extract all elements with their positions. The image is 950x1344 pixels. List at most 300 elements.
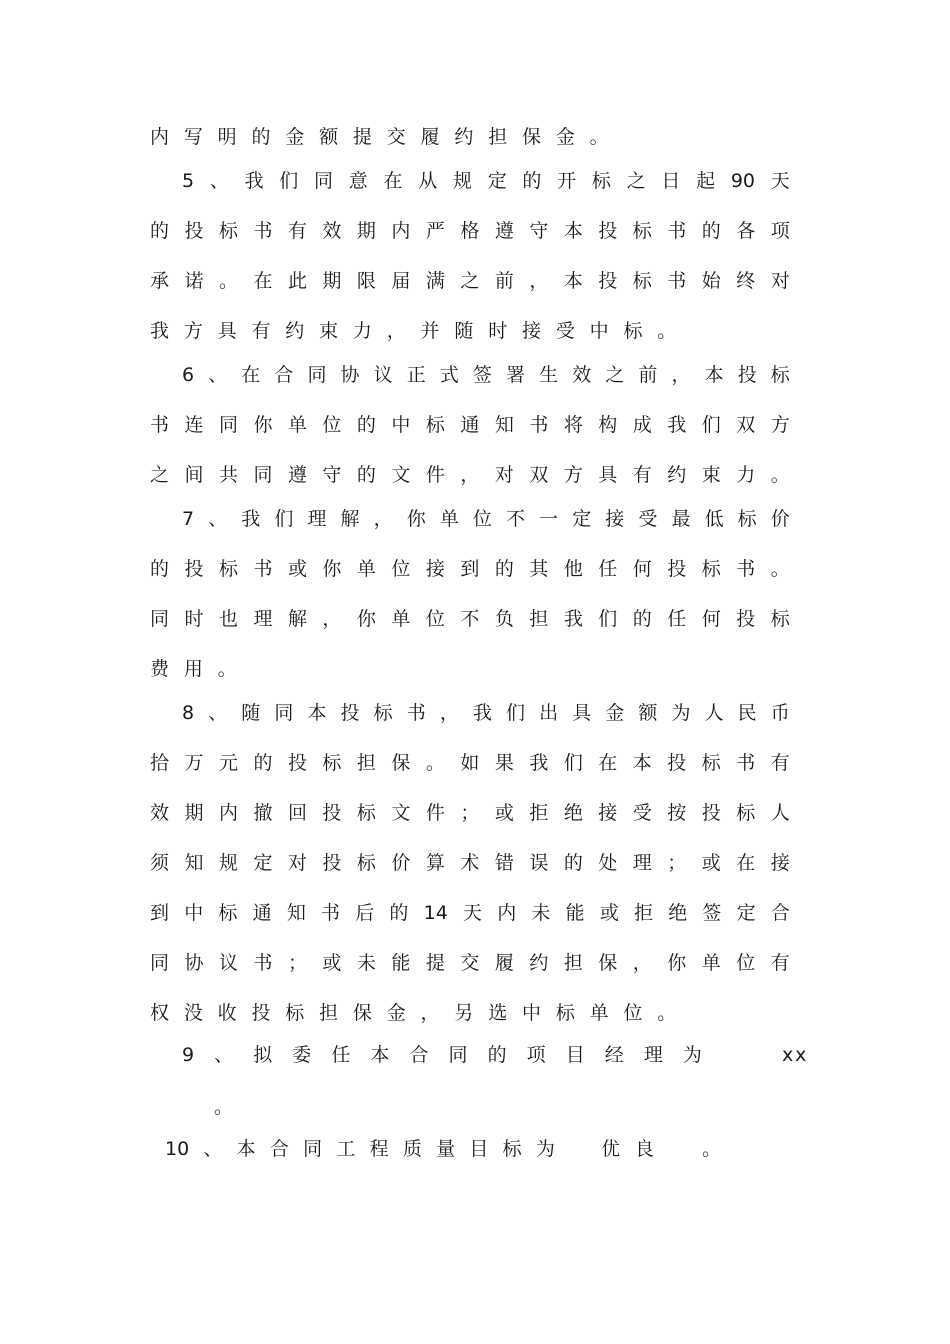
glyph: 解 xyxy=(340,508,360,530)
text-line xyxy=(182,166,790,196)
glyph: 在 xyxy=(736,852,756,874)
glyph: 期 xyxy=(184,802,204,824)
glyph: 的 xyxy=(487,1044,507,1066)
glyph: ； xyxy=(667,852,687,874)
glyph: 能 xyxy=(391,952,411,974)
glyph: 理 xyxy=(643,1044,663,1066)
glyph: 知 xyxy=(184,852,204,874)
glyph: 投 xyxy=(701,802,721,824)
glyph: 误 xyxy=(529,852,549,874)
glyph: 之 xyxy=(626,170,646,192)
glyph: 单 xyxy=(287,414,307,436)
glyph: 有 xyxy=(632,464,652,486)
glyph: 为 xyxy=(535,1138,555,1160)
glyph: 的 xyxy=(150,558,170,580)
glyph: 程 xyxy=(369,1138,389,1160)
glyph: 10 xyxy=(165,1138,190,1160)
item10-text xyxy=(165,1134,555,1164)
glyph: 投 xyxy=(184,220,204,242)
glyph: 项 xyxy=(770,220,790,242)
glyph: 拾 xyxy=(150,752,170,774)
glyph: 位 xyxy=(322,414,342,436)
glyph: 标 xyxy=(701,752,721,774)
glyph: 前 xyxy=(494,270,514,292)
glyph: 标 xyxy=(218,220,238,242)
glyph: 日 xyxy=(661,170,681,192)
glyph: 的 xyxy=(253,752,273,774)
glyph: 对 xyxy=(770,270,790,292)
glyph: 接 xyxy=(425,558,445,580)
glyph: 终 xyxy=(736,270,756,292)
glyph: 们 xyxy=(701,414,721,436)
glyph: 能 xyxy=(565,902,585,924)
glyph: 。 xyxy=(770,464,790,486)
glyph: 内 xyxy=(497,902,517,924)
glyph: 接 xyxy=(598,802,618,824)
glyph: ， xyxy=(529,270,549,292)
glyph: 你 xyxy=(667,952,687,974)
glyph: 的 xyxy=(522,170,542,192)
glyph: 接 xyxy=(605,508,625,530)
glyph: 之 xyxy=(605,364,625,386)
glyph: 理 xyxy=(253,608,273,630)
item9-line xyxy=(182,1040,702,1070)
text-line xyxy=(150,748,790,778)
text-line: 权没收投标担保金，另选中标单位。 xyxy=(150,1002,692,1024)
glyph: 规 xyxy=(452,170,472,192)
glyph: 其 xyxy=(529,558,549,580)
glyph: ， xyxy=(373,508,393,530)
glyph: 通 xyxy=(252,902,272,924)
glyph: 、 xyxy=(214,1044,234,1066)
line-justify xyxy=(150,848,790,878)
text-line xyxy=(150,410,790,440)
text-line xyxy=(150,554,790,584)
glyph: 标 xyxy=(502,1138,522,1160)
glyph: 不 xyxy=(460,608,480,630)
glyph: 标 xyxy=(770,608,790,630)
glyph: 投 xyxy=(598,270,618,292)
glyph: 在 xyxy=(253,270,273,292)
glyph: 协 xyxy=(340,364,360,386)
line-justify xyxy=(150,948,790,978)
glyph: ， xyxy=(671,364,691,386)
glyph: 书 xyxy=(736,752,756,774)
glyph: 约 xyxy=(667,464,687,486)
glyph: 投 xyxy=(598,220,618,242)
glyph: 也 xyxy=(218,608,238,630)
line-justify xyxy=(182,504,790,534)
glyph: 拟 xyxy=(253,1044,273,1066)
glyph: 工 xyxy=(336,1138,356,1160)
glyph: 式 xyxy=(439,364,459,386)
glyph: 错 xyxy=(494,852,514,874)
item9-end: 。 xyxy=(214,1096,248,1118)
glyph: 单 xyxy=(701,952,721,974)
glyph: 同 xyxy=(218,414,238,436)
item9-value: xx xyxy=(782,1044,809,1066)
glyph: 双 xyxy=(529,464,549,486)
glyph: 拒 xyxy=(529,802,549,824)
glyph: 承 xyxy=(150,270,170,292)
glyph: 本 xyxy=(704,364,724,386)
glyph: 约 xyxy=(529,952,549,974)
glyph: 本 xyxy=(236,1138,256,1160)
glyph: 件 xyxy=(425,464,445,486)
glyph: 位 xyxy=(391,558,411,580)
glyph: 、 xyxy=(208,364,228,386)
glyph: 低 xyxy=(704,508,724,530)
glyph: 在 xyxy=(241,364,261,386)
glyph: 标 xyxy=(737,508,757,530)
glyph: 标 xyxy=(632,220,652,242)
glyph: 期 xyxy=(356,220,376,242)
glyph: 何 xyxy=(632,558,652,580)
glyph: 7 xyxy=(182,508,195,530)
glyph: 始 xyxy=(701,270,721,292)
glyph: 期 xyxy=(322,270,342,292)
glyph: 同 xyxy=(150,952,170,974)
glyph: 书 xyxy=(321,902,341,924)
glyph: 不 xyxy=(506,508,526,530)
text-line xyxy=(150,848,790,878)
glyph: 议 xyxy=(373,364,393,386)
glyph: 定 xyxy=(736,902,756,924)
glyph: 正 xyxy=(406,364,426,386)
glyph: 方 xyxy=(563,464,583,486)
glyph: 或 xyxy=(599,902,619,924)
glyph: 的 xyxy=(356,464,376,486)
glyph: 投 xyxy=(340,702,360,724)
glyph: 的 xyxy=(494,558,514,580)
glyph: 90 xyxy=(730,170,756,192)
glyph: 拒 xyxy=(634,902,654,924)
glyph: 你 xyxy=(322,558,342,580)
glyph: ； xyxy=(287,952,307,974)
glyph: 书 xyxy=(253,558,273,580)
glyph: 同 xyxy=(314,170,334,192)
glyph: 量 xyxy=(436,1138,456,1160)
text-line xyxy=(150,266,790,296)
glyph: 6 xyxy=(182,364,195,386)
glyph: 为 xyxy=(682,1044,702,1066)
glyph: 内 xyxy=(218,802,238,824)
glyph: 守 xyxy=(529,220,549,242)
glyph: 标 xyxy=(425,414,445,436)
line-justify xyxy=(182,698,790,728)
glyph: 们 xyxy=(563,752,583,774)
glyph: 14 xyxy=(423,902,448,924)
glyph: 须 xyxy=(150,852,170,874)
glyph: 书 xyxy=(406,702,426,724)
text-line xyxy=(150,798,790,828)
glyph: 后 xyxy=(355,902,375,924)
glyph: 标 xyxy=(218,558,238,580)
glyph: 、 xyxy=(209,170,229,192)
glyph: 投 xyxy=(184,558,204,580)
glyph: 你 xyxy=(356,608,376,630)
glyph: 定 xyxy=(487,170,507,192)
glyph: 天 xyxy=(770,170,790,192)
glyph: 或 xyxy=(701,852,721,874)
glyph: 担 xyxy=(563,952,583,974)
glyph: 本 xyxy=(632,752,652,774)
item9-text xyxy=(182,1040,702,1070)
line-justify xyxy=(150,748,790,778)
glyph: 。 xyxy=(425,752,445,774)
glyph: 标 xyxy=(736,802,756,824)
glyph: 民 xyxy=(737,702,757,724)
glyph: 知 xyxy=(494,414,514,436)
glyph: 内 xyxy=(391,220,411,242)
glyph: 标 xyxy=(632,270,652,292)
glyph: 格 xyxy=(460,220,480,242)
glyph: 起 xyxy=(696,170,716,192)
glyph: 受 xyxy=(638,508,658,530)
glyph: 件 xyxy=(425,802,445,824)
glyph: 我 xyxy=(563,608,583,630)
glyph: 担 xyxy=(529,608,549,630)
glyph: 任 xyxy=(598,558,618,580)
glyph: 元 xyxy=(218,752,238,774)
glyph: 投 xyxy=(322,852,342,874)
glyph: 标 xyxy=(356,852,376,874)
line-justify xyxy=(150,798,790,828)
glyph: 的 xyxy=(701,220,721,242)
glyph: 我 xyxy=(241,508,261,530)
glyph: 书 xyxy=(529,414,549,436)
glyph: 严 xyxy=(425,220,445,242)
glyph: 意 xyxy=(348,170,368,192)
glyph: 提 xyxy=(425,952,445,974)
glyph: 我 xyxy=(472,702,492,724)
text-line xyxy=(150,216,790,246)
glyph: 术 xyxy=(460,852,480,874)
glyph: 交 xyxy=(460,952,480,974)
glyph: 随 xyxy=(241,702,261,724)
glyph: 单 xyxy=(439,508,459,530)
glyph: 协 xyxy=(184,952,204,974)
glyph: 价 xyxy=(770,508,790,530)
glyph: 币 xyxy=(770,702,790,724)
glyph: 。 xyxy=(770,558,790,580)
glyph: 知 xyxy=(286,902,306,924)
glyph: 或 xyxy=(287,558,307,580)
glyph: 同 xyxy=(303,1138,323,1160)
text-line xyxy=(150,898,790,928)
glyph: 如 xyxy=(460,752,480,774)
glyph: 遵 xyxy=(287,464,307,486)
line-justify xyxy=(150,460,790,490)
glyph: 价 xyxy=(391,852,411,874)
glyph: 标 xyxy=(218,902,238,924)
glyph: 效 xyxy=(150,802,170,824)
text-line: 费用。 xyxy=(150,658,252,680)
glyph: 的 xyxy=(563,852,583,874)
glyph: 处 xyxy=(598,852,618,874)
glyph: 何 xyxy=(701,608,721,630)
text-line xyxy=(150,460,790,490)
glyph: 9 xyxy=(182,1044,195,1066)
glyph: 履 xyxy=(494,952,514,974)
glyph: 生 xyxy=(539,364,559,386)
glyph: 的 xyxy=(632,608,652,630)
glyph: 任 xyxy=(331,1044,351,1066)
text-line xyxy=(150,948,790,978)
line-justify xyxy=(150,266,790,296)
glyph: 天 xyxy=(463,902,483,924)
glyph: 遵 xyxy=(494,220,514,242)
glyph: 、 xyxy=(208,702,228,724)
glyph: 本 xyxy=(563,220,583,242)
glyph: 合 xyxy=(770,902,790,924)
glyph: ， xyxy=(439,702,459,724)
glyph: 对 xyxy=(494,464,514,486)
glyph: 果 xyxy=(494,752,514,774)
glyph: 效 xyxy=(572,364,592,386)
glyph: 书 xyxy=(667,270,687,292)
glyph: 书 xyxy=(253,952,273,974)
glyph: 本 xyxy=(307,702,327,724)
glyph: 你 xyxy=(253,414,273,436)
glyph: 额 xyxy=(638,702,658,724)
glyph: 从 xyxy=(418,170,438,192)
glyph: 诺 xyxy=(184,270,204,292)
glyph: 文 xyxy=(391,802,411,824)
line-justify xyxy=(150,554,790,584)
glyph: 有 xyxy=(770,952,790,974)
glyph: ， xyxy=(460,464,480,486)
glyph: 同 xyxy=(253,464,273,486)
glyph: 标 xyxy=(591,170,611,192)
glyph: 具 xyxy=(598,464,618,486)
item10-value: 优良 xyxy=(601,1138,669,1160)
glyph: 人 xyxy=(704,702,724,724)
glyph: 此 xyxy=(287,270,307,292)
glyph: 经 xyxy=(604,1044,624,1066)
glyph: 间 xyxy=(184,464,204,486)
glyph: 将 xyxy=(563,414,583,436)
glyph: 他 xyxy=(563,558,583,580)
glyph: 位 xyxy=(736,952,756,974)
glyph: 绝 xyxy=(668,902,688,924)
glyph: 有 xyxy=(770,752,790,774)
glyph: 共 xyxy=(218,464,238,486)
glyph: 单 xyxy=(391,608,411,630)
text-line xyxy=(182,360,790,390)
glyph: 本 xyxy=(370,1044,390,1066)
glyph: 投 xyxy=(736,608,756,630)
glyph: 同 xyxy=(307,364,327,386)
glyph: 撤 xyxy=(253,802,273,824)
glyph: 们 xyxy=(506,702,526,724)
glyph: 目 xyxy=(469,1138,489,1160)
glyph: 为 xyxy=(671,702,691,724)
glyph: 们 xyxy=(279,170,299,192)
glyph: 理 xyxy=(632,852,652,874)
text-line: 内写明的金额提交履约担保金。 xyxy=(150,126,624,148)
glyph: 在 xyxy=(383,170,403,192)
glyph: 具 xyxy=(572,702,592,724)
glyph: 投 xyxy=(667,752,687,774)
glyph: 方 xyxy=(770,414,790,436)
glyph: 任 xyxy=(667,608,687,630)
glyph: 受 xyxy=(632,802,652,824)
line-justify xyxy=(150,216,790,246)
line-justify xyxy=(150,604,790,634)
glyph: 合 xyxy=(269,1138,289,1160)
glyph: 签 xyxy=(702,902,722,924)
glyph: ， xyxy=(322,608,342,630)
line-justify xyxy=(150,410,790,440)
glyph: 书 xyxy=(150,414,170,436)
glyph: 出 xyxy=(539,702,559,724)
glyph: 解 xyxy=(287,608,307,630)
glyph: 理 xyxy=(307,508,327,530)
glyph: 签 xyxy=(472,364,492,386)
glyph: 的 xyxy=(356,414,376,436)
glyph: 、 xyxy=(203,1138,223,1160)
glyph: 文 xyxy=(391,464,411,486)
glyph: 或 xyxy=(322,952,342,974)
glyph: 金 xyxy=(605,702,625,724)
glyph: 绝 xyxy=(563,802,583,824)
glyph: 之 xyxy=(460,270,480,292)
glyph: 标 xyxy=(701,558,721,580)
glyph: 的 xyxy=(389,902,409,924)
glyph: 万 xyxy=(184,752,204,774)
glyph: 书 xyxy=(736,558,756,580)
glyph: 人 xyxy=(770,802,790,824)
glyph: 在 xyxy=(598,752,618,774)
glyph: 一 xyxy=(539,508,559,530)
line-justify xyxy=(182,360,790,390)
glyph: 。 xyxy=(218,270,238,292)
glyph: 标 xyxy=(322,752,342,774)
text-line xyxy=(182,504,790,534)
glyph: 投 xyxy=(667,558,687,580)
glyph: 到 xyxy=(460,558,480,580)
glyph: 前 xyxy=(638,364,658,386)
glyph: 位 xyxy=(472,508,492,530)
text-line xyxy=(182,698,790,728)
glyph: 目 xyxy=(565,1044,585,1066)
glyph: 、 xyxy=(208,508,228,530)
glyph: 书 xyxy=(253,220,273,242)
glyph: 通 xyxy=(460,414,480,436)
glyph: 成 xyxy=(632,414,652,436)
glyph: 标 xyxy=(770,364,790,386)
glyph: 或 xyxy=(494,802,514,824)
glyph: 定 xyxy=(572,508,592,530)
glyph: 最 xyxy=(671,508,691,530)
glyph: 署 xyxy=(506,364,526,386)
glyph: 各 xyxy=(736,220,756,242)
glyph: 质 xyxy=(402,1138,422,1160)
glyph: 同 xyxy=(448,1044,468,1066)
glyph: 中 xyxy=(391,414,411,436)
glyph: ， xyxy=(632,952,652,974)
glyph: 书 xyxy=(667,220,687,242)
glyph: 投 xyxy=(287,752,307,774)
text-line: 我方具有约束力，并随时接受中标。 xyxy=(150,320,692,342)
glyph: 开 xyxy=(557,170,577,192)
glyph: 委 xyxy=(292,1044,312,1066)
glyph: 束 xyxy=(701,464,721,486)
glyph: 之 xyxy=(150,464,170,486)
glyph: 们 xyxy=(598,608,618,630)
glyph: 我 xyxy=(667,414,687,436)
